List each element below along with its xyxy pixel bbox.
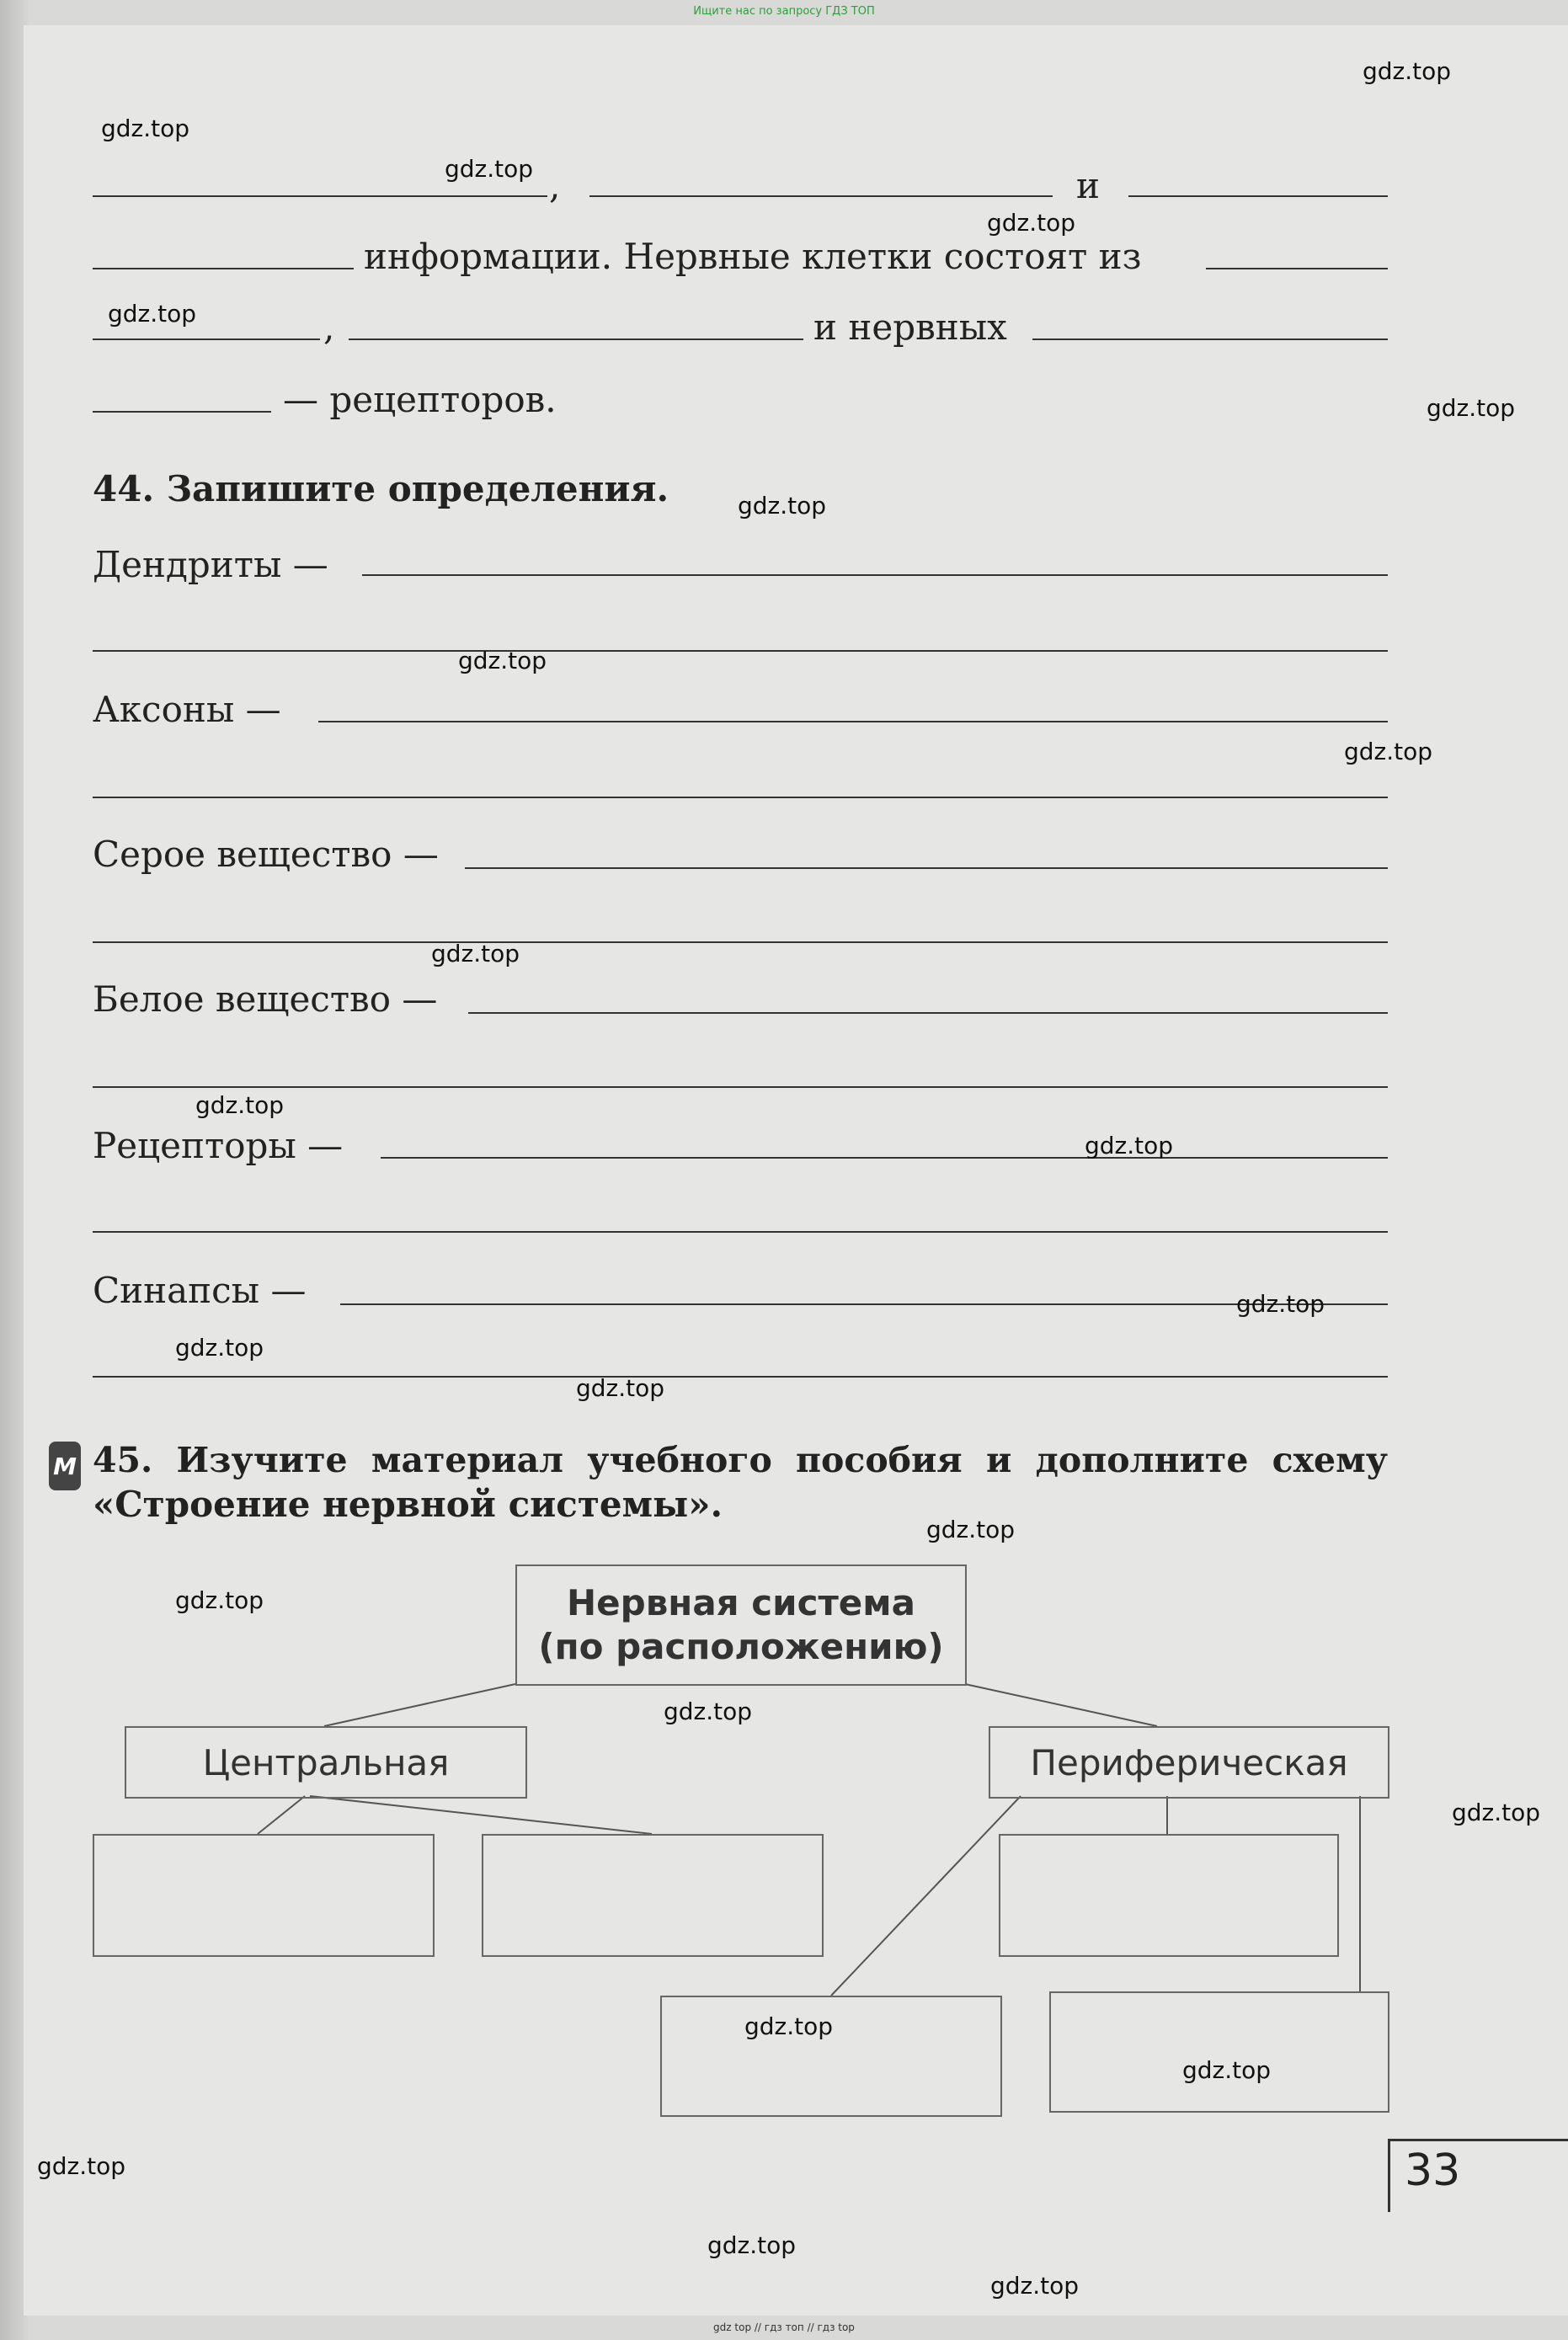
- term-receptors: Рецепторы —: [93, 1125, 344, 1166]
- watermark: gdz.top: [1236, 1290, 1325, 1318]
- watermark: gdz.top: [990, 2272, 1080, 2300]
- diagram-empty-box[interactable]: [93, 1834, 435, 1957]
- watermark: gdz.top: [738, 492, 827, 520]
- watermark: gdz.top: [445, 155, 534, 183]
- diagram-empty-box[interactable]: [999, 1834, 1339, 1957]
- watermark: gdz.top: [458, 647, 547, 674]
- page-number: 33: [1405, 2145, 1461, 2196]
- receptors-text: — рецепторов.: [283, 379, 557, 420]
- method-icon: М: [49, 1442, 81, 1490]
- diagram-root-line1: Нервная система: [567, 1581, 915, 1623]
- watermark: gdz.top: [101, 115, 190, 142]
- watermark: gdz.top: [431, 940, 520, 967]
- header-note: Ищите нас по запросу ГДЗ ТОП: [693, 5, 875, 18]
- comma: ,: [323, 306, 335, 348]
- diagram-empty-box[interactable]: [1049, 1991, 1389, 2113]
- diagram-root-label: [515, 1564, 967, 1686]
- footer-note: gdz top // гдз топ // гдз top: [713, 2321, 855, 2333]
- term-synapses: Синапсы —: [93, 1270, 307, 1311]
- diagram-root-line2: (по расположению): [538, 1626, 944, 1667]
- watermark: gdz.top: [1344, 738, 1433, 765]
- task44-title: 44. Запишите определения.: [93, 468, 669, 509]
- watermark: gdz.top: [1452, 1799, 1541, 1826]
- watermark: gdz.top: [175, 1334, 264, 1362]
- watermark: gdz.top: [926, 1516, 1016, 1543]
- term-axons: Аксоны —: [93, 689, 281, 730]
- task45-title-line2: «Строение нервной системы».: [93, 1484, 723, 1525]
- diagram-peripheral-label: Периферическая: [1030, 1741, 1348, 1783]
- watermark: gdz.top: [1182, 2056, 1272, 2084]
- watermark: gdz.top: [987, 209, 1076, 237]
- watermark: gdz.top: [1363, 57, 1452, 85]
- watermark: gdz.top: [1427, 394, 1516, 422]
- term-dendrites: Дендриты —: [93, 544, 328, 585]
- watermark: gdz.top: [195, 1091, 285, 1119]
- watermark: gdz.top: [707, 2231, 797, 2259]
- watermark: gdz.top: [175, 1586, 264, 1614]
- watermark: gdz.top: [744, 2012, 834, 2040]
- conjunction-and: и: [1076, 165, 1100, 206]
- watermark: gdz.top: [108, 300, 197, 328]
- term-grey-matter: Серое вещество —: [93, 834, 439, 875]
- watermark: gdz.top: [1085, 1132, 1174, 1159]
- info-text: информации. Нервные клетки состоят из: [364, 236, 1142, 277]
- and-nerve-text: и нервных: [813, 306, 1007, 348]
- diagram-empty-box[interactable]: [482, 1834, 824, 1957]
- diagram-central-label: Центральная: [202, 1741, 450, 1783]
- watermark: gdz.top: [576, 1374, 665, 1402]
- watermark: gdz.top: [664, 1698, 753, 1725]
- task45-title-line1: 45. Изучите материал учебного пособия и дополните схему: [93, 1440, 1388, 1480]
- watermark: gdz.top: [37, 2152, 126, 2180]
- term-white-matter: Белое вещество —: [93, 978, 438, 1020]
- comma: ,: [549, 165, 561, 206]
